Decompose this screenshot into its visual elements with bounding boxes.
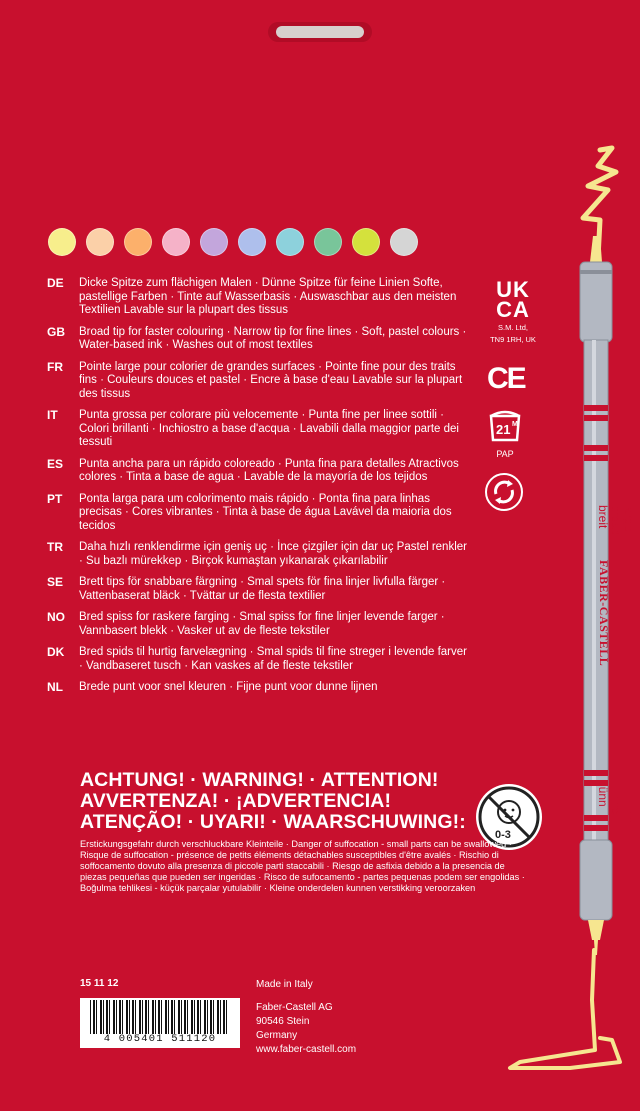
lang-text: Brett tips för snabbare färgning · Smal spets för fina linjer livfulla färger · Vattenbaserat bläck · Tvättar ur de flesta textilier <box>79 576 446 602</box>
tip2-de: dünn <box>596 780 610 807</box>
lang-text: Punta ancha para un rápido coloreado · Punta fina para detalles Atractivos colores · Tinta a base de agua · Lavable de la mayoría de los tejidos <box>79 457 459 483</box>
cap-ring <box>580 270 612 274</box>
lang-text: Daha hızlı renklendirme için geniş uç · İnce çizgiler için dar uç Pastel renkler · Su bazlı mürekkep · Birçok kumaştan yıkanarak çıkarılabilir <box>79 541 467 567</box>
lang-text: Brede punt voor snel kleuren · Fijne punt voor dunne lijnen <box>79 681 378 693</box>
warning-line-3: ATENÇÃO! · UYARI! · WAARSCHUWING!: <box>80 811 466 833</box>
company-name: Faber-Castell AG <box>256 1002 333 1013</box>
lang-code: PT <box>47 491 63 506</box>
tip1-en: broad <box>609 505 623 536</box>
ukca-line-1: UK <box>496 277 530 302</box>
pen-brand: FABER-CASTELL <box>597 560 611 667</box>
lang-text: Ponta larga para um colorimento mais rápido · Ponta fina para linhas precisas · Cores vibrantes · Tinta à base de água Lavável da maioria dos tecidos <box>79 492 452 532</box>
pap-months: 21 <box>496 422 511 437</box>
lang-text: Bred spids til hurtig farvelægning · Smal spids til fine streger i levende farver · Vandbaseret tusch · Kan vaskes af de fleste tekstiler <box>79 646 467 672</box>
lang-code: DE <box>47 276 64 290</box>
pap-label: PAP <box>496 449 514 459</box>
broad-tip <box>590 236 602 262</box>
age-label: 0-3 <box>495 829 511 841</box>
company-country: Germany <box>256 1030 298 1041</box>
lang-text: Broad tip for faster colouring · Narrow tip for fine lines · Soft, pastel colours · Water-based ink · Washes out of most textiles <box>79 325 467 351</box>
lang-code: SE <box>47 575 64 589</box>
lang-code: IT <box>47 408 58 422</box>
lang-text: Bred spiss for raskere farging · Smal spiss for fine linjer levende farger · Vannbasert blekk · Vasker ut av de fleste tekstiler <box>79 611 445 637</box>
pap-unit: M <box>512 421 518 428</box>
lang-code: FR <box>47 359 63 374</box>
band-7 <box>584 815 608 821</box>
ink-scribble-bottom <box>510 950 620 1068</box>
article-number: 15 11 12 <box>80 978 119 989</box>
ukca-line-2: CA <box>496 297 530 322</box>
barcode-number: 4 005401 511120 <box>103 1033 217 1045</box>
band-5 <box>584 770 608 776</box>
lang-code: NO <box>47 610 65 624</box>
band-3 <box>584 445 608 451</box>
barrel-highlight <box>592 340 596 920</box>
band-2 <box>584 415 608 421</box>
lang-code: GB <box>47 324 65 339</box>
ukca-address-1: S.M. Ltd, <box>497 323 528 332</box>
lang-text: Punta grossa per colorare più velocemente · Punta fine per linee sottili · Colori brillanti · Inchiostro a base d'acqua · Lavabili dalla maggior parte dei tessuti <box>79 409 459 448</box>
company-website: www.faber-castell.com <box>256 1044 357 1055</box>
tip1-de: breit <box>596 505 610 529</box>
lang-text: Pointe large pour colorier de grandes surfaces · Pointe fine pour des traits fins · Couleurs douces et pastel · Encre à base d'eau Lavable sur la plupart des tissus <box>79 360 463 400</box>
band-1 <box>584 405 608 411</box>
lang-text: Dicke Spitze zum flächigen Malen · Dünne Spitze für feine Linien Softe, pastellige Farben · Tinte auf Wasserbasis · Auswaschbar aus den meisten Textilien Lavable sur la plupart des tissus <box>79 277 457 316</box>
band-8 <box>584 825 608 831</box>
fine-tip-collar <box>588 920 604 940</box>
warning-body: Erstickungsgefahr durch verschluckbare Kleinteile · Danger of suffocation - small parts can be swallowed · Risque de suffocation - présence de petits éléments détachables susceptibles d'être avalés · Rischio di soffocamento dovuto alla presenza di piccole parti staccabili · Riesgo de asfixia debido a la presencia de piezas pequeñas que pueden ser ingeridas · Risco de sufocamento - partes pequenas podem ser engolidas · Boğulma tehlikesi - küçük parçalar yutulabilir · Kleine onderdelen kunnen verstikking veroorzaken <box>80 839 525 893</box>
lang-code: TR <box>47 540 63 554</box>
pen-cap-bottom <box>580 840 612 920</box>
lang-code: NL <box>47 680 63 694</box>
tip1-fr: large <box>622 505 636 532</box>
tip2-fr: fin <box>622 810 636 823</box>
ce-mark: CE <box>487 362 525 395</box>
tip2-en: fine <box>609 795 623 815</box>
band-4 <box>584 455 608 461</box>
warning-line-2: AVVERTENZA! · ¡ADVERTENCIA! <box>80 790 392 812</box>
ukca-address-2: TN9 1RH, UK <box>490 335 536 344</box>
company-city: 90546 Stein <box>256 1016 310 1027</box>
made-in: Made in Italy <box>256 979 313 990</box>
lang-code: ES <box>47 456 64 471</box>
warning-line-1: ACHTUNG! · WARNING! · ATTENTION! <box>80 769 439 791</box>
lang-code: DK <box>47 645 65 659</box>
